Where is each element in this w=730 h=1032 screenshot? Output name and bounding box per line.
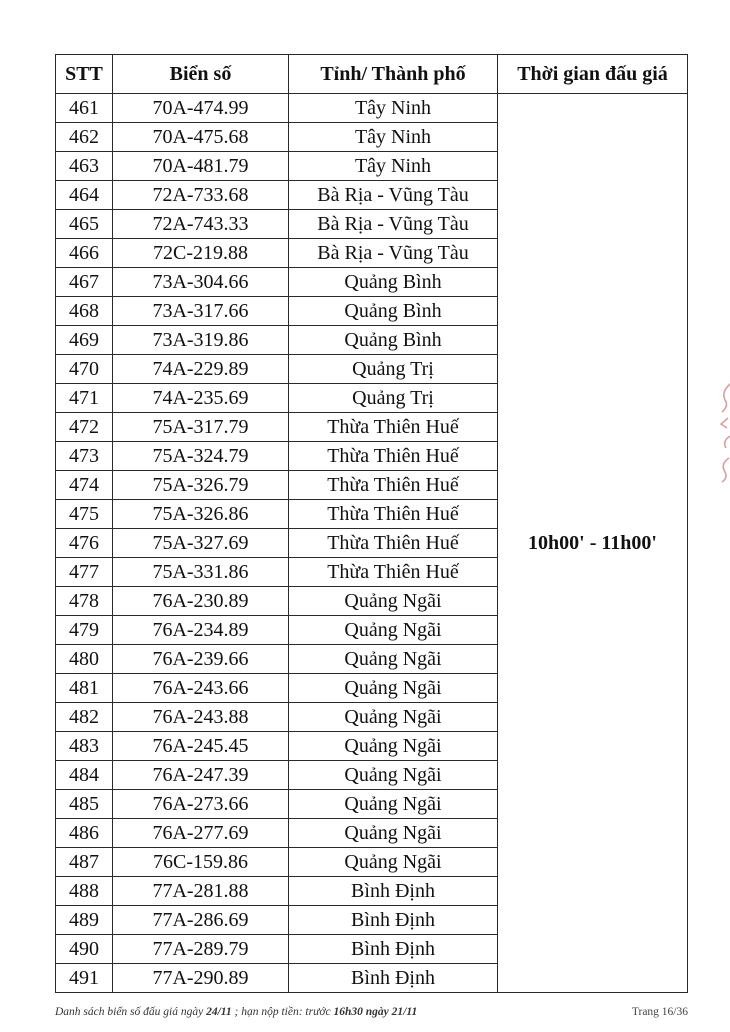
row-province: Quảng Trị (289, 355, 498, 384)
row-province: Tây Ninh (289, 152, 498, 181)
row-stt: 489 (56, 906, 113, 935)
row-province: Quảng Ngãi (289, 790, 498, 819)
row-stt: 480 (56, 645, 113, 674)
row-stt: 485 (56, 790, 113, 819)
row-province: Bình Định (289, 877, 498, 906)
header-province: Tỉnh/ Thành phố (289, 55, 498, 94)
row-province: Quảng Bình (289, 297, 498, 326)
row-plate-number: 77A-289.79 (113, 935, 289, 964)
row-province: Quảng Ngãi (289, 674, 498, 703)
row-plate-number: 76A-245.45 (113, 732, 289, 761)
row-province: Bình Định (289, 906, 498, 935)
row-stt: 475 (56, 500, 113, 529)
row-stt: 491 (56, 964, 113, 993)
row-plate-number: 73A-319.86 (113, 326, 289, 355)
auction-time-cell: 10h00' - 11h00' (498, 94, 688, 993)
row-plate-number: 75A-326.79 (113, 471, 289, 500)
row-stt: 490 (56, 935, 113, 964)
row-stt: 471 (56, 384, 113, 413)
row-plate-number: 76A-243.88 (113, 703, 289, 732)
row-plate-number: 70A-475.68 (113, 123, 289, 152)
footer-note (55, 1006, 417, 1018)
footer-middle: ; hạn nộp tiền: trước (231, 1006, 334, 1018)
row-province: Bà Rịa - Vũng Tàu (289, 239, 498, 268)
row-province: Quảng Ngãi (289, 848, 498, 877)
row-plate-number: 74A-229.89 (113, 355, 289, 384)
row-stt: 466 (56, 239, 113, 268)
row-province: Quảng Ngãi (289, 732, 498, 761)
row-plate-number: 75A-324.79 (113, 442, 289, 471)
row-stt: 464 (56, 181, 113, 210)
table-row (56, 94, 688, 123)
row-province: Bà Rịa - Vũng Tàu (289, 181, 498, 210)
row-province: Quảng Ngãi (289, 616, 498, 645)
footer-prefix: Danh sách biển số đấu giá ngày (55, 1006, 207, 1018)
row-stt: 470 (56, 355, 113, 384)
row-stt: 476 (56, 529, 113, 558)
row-province: Quảng Ngãi (289, 703, 498, 732)
row-province: Bình Định (289, 964, 498, 993)
plate-auction-table (55, 54, 688, 993)
row-plate-number: 72A-743.33 (113, 210, 289, 239)
row-plate-number: 76A-234.89 (113, 616, 289, 645)
row-plate-number: 76C-159.86 (113, 848, 289, 877)
row-plate-number: 75A-327.69 (113, 529, 289, 558)
row-province: Quảng Ngãi (289, 645, 498, 674)
page-footer (55, 1006, 688, 1018)
footer-page-number: Trang 16/36 (631, 1006, 688, 1018)
row-plate-number: 75A-326.86 (113, 500, 289, 529)
row-plate-number: 75A-331.86 (113, 558, 289, 587)
footer-deadline: 16h30 ngày 21/11 (333, 1006, 418, 1018)
row-province: Thừa Thiên Huế (289, 500, 498, 529)
row-plate-number: 76A-230.89 (113, 587, 289, 616)
row-plate-number: 73A-317.66 (113, 297, 289, 326)
row-plate-number: 72C-219.88 (113, 239, 289, 268)
row-stt: 482 (56, 703, 113, 732)
header-auction-time: Thời gian đấu giá (498, 55, 688, 94)
row-province: Quảng Bình (289, 326, 498, 355)
row-plate-number: 77A-281.88 (113, 877, 289, 906)
row-province: Bình Định (289, 935, 498, 964)
row-province: Thừa Thiên Huế (289, 558, 498, 587)
footer-auction-date: 24/11 (206, 1006, 232, 1018)
row-plate-number: 77A-286.69 (113, 906, 289, 935)
row-plate-number: 70A-474.99 (113, 94, 289, 123)
row-plate-number: 72A-733.68 (113, 181, 289, 210)
row-stt: 483 (56, 732, 113, 761)
row-province: Quảng Bình (289, 268, 498, 297)
row-stt: 479 (56, 616, 113, 645)
row-stt: 474 (56, 471, 113, 500)
header-stt: STT (56, 55, 113, 94)
row-stt: 481 (56, 674, 113, 703)
row-stt: 486 (56, 819, 113, 848)
row-province: Thừa Thiên Huế (289, 471, 498, 500)
row-plate-number: 73A-304.66 (113, 268, 289, 297)
row-stt: 461 (56, 94, 113, 123)
row-stt: 469 (56, 326, 113, 355)
row-province: Bà Rịa - Vũng Tàu (289, 210, 498, 239)
row-province: Thừa Thiên Huế (289, 413, 498, 442)
row-stt: 473 (56, 442, 113, 471)
row-stt: 478 (56, 587, 113, 616)
row-province: Quảng Ngãi (289, 587, 498, 616)
row-stt: 468 (56, 297, 113, 326)
row-plate-number: 74A-235.69 (113, 384, 289, 413)
row-stt: 465 (56, 210, 113, 239)
row-province: Tây Ninh (289, 123, 498, 152)
table-body (56, 94, 688, 993)
row-stt: 463 (56, 152, 113, 181)
row-province: Thừa Thiên Huế (289, 529, 498, 558)
row-province: Quảng Trị (289, 384, 498, 413)
row-plate-number: 75A-317.79 (113, 413, 289, 442)
row-plate-number: 70A-481.79 (113, 152, 289, 181)
row-province: Tây Ninh (289, 94, 498, 123)
row-stt: 477 (56, 558, 113, 587)
header-plate-number: Biển số (113, 55, 289, 94)
row-province: Quảng Ngãi (289, 819, 498, 848)
row-plate-number: 76A-239.66 (113, 645, 289, 674)
table-header-row (56, 55, 688, 94)
row-plate-number: 76A-243.66 (113, 674, 289, 703)
row-stt: 488 (56, 877, 113, 906)
row-plate-number: 76A-247.39 (113, 761, 289, 790)
row-stt: 467 (56, 268, 113, 297)
red-seal-fragment (716, 378, 730, 488)
row-stt: 484 (56, 761, 113, 790)
row-province: Thừa Thiên Huế (289, 442, 498, 471)
row-plate-number: 76A-273.66 (113, 790, 289, 819)
row-plate-number: 77A-290.89 (113, 964, 289, 993)
row-province: Quảng Ngãi (289, 761, 498, 790)
row-stt: 462 (56, 123, 113, 152)
row-plate-number: 76A-277.69 (113, 819, 289, 848)
row-stt: 472 (56, 413, 113, 442)
row-stt: 487 (56, 848, 113, 877)
